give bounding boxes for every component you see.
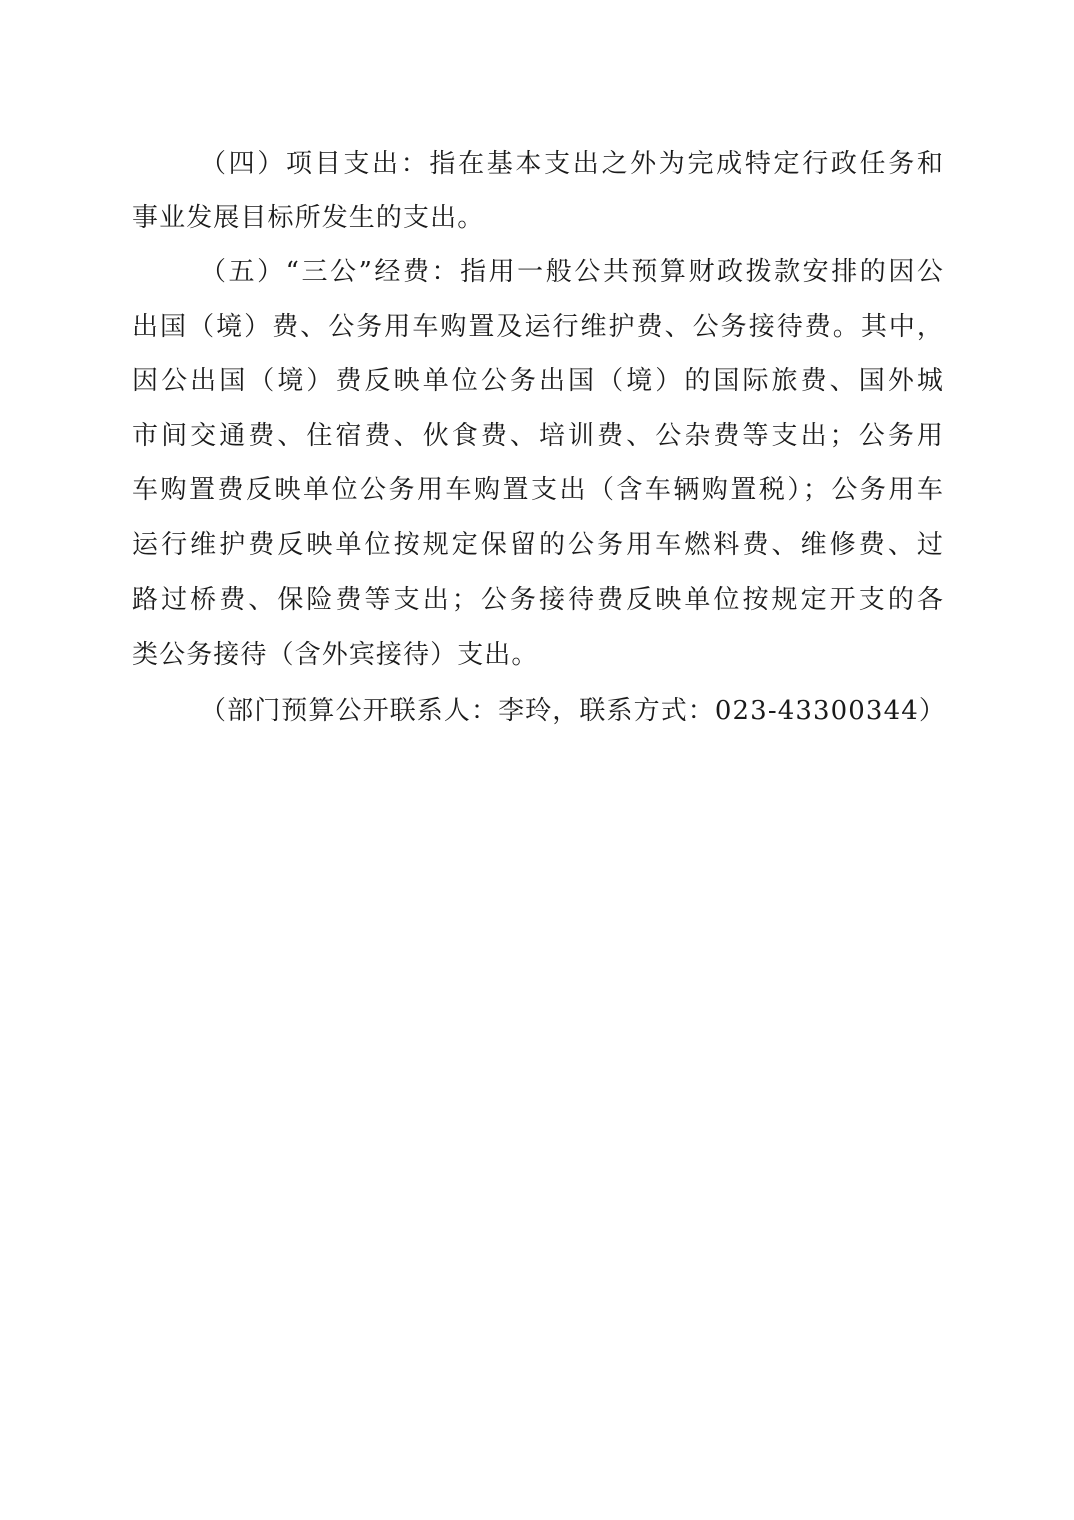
- paragraph-three-public-line-6: 运行维护费反映单位按规定保留的公务用车燃料费、维修费、过: [132, 530, 944, 560]
- paragraph-three-public-line-2: 出国（境）费、公务用车购置及运行维护费、公务接待费。其中，: [132, 312, 944, 342]
- paragraph-three-public-line-3: 因公出国（境）费反映单位公务出国（境）的国际旅费、国外城: [132, 366, 944, 396]
- paragraph-three-public-line-4: 市间交通费、住宿费、伙食费、培训费、公杂费等支出；公务用: [132, 421, 944, 451]
- paragraph-project-expenditure-line-1: （四）项目支出：指在基本支出之外为完成特定行政任务和: [200, 149, 944, 179]
- paragraph-three-public-line-7: 路过桥费、保险费等支出；公务接待费反映单位按规定开支的各: [132, 585, 944, 615]
- paragraph-three-public-line-8: 类公务接待（含外宾接待）支出。: [132, 640, 539, 670]
- paragraph-three-public-line-5: 车购置费反映单位公务用车购置支出（含车辆购置税）；公务用车: [132, 475, 944, 505]
- paragraph-project-expenditure-line-2: 事业发展目标所发生的支出。: [132, 203, 485, 233]
- contact-info-line: （部门预算公开联系人：李玲，联系方式：023-43300344）: [200, 696, 946, 726]
- paragraph-three-public-line-1: （五）“三公”经费：指用一般公共预算财政拨款安排的因公: [200, 257, 944, 287]
